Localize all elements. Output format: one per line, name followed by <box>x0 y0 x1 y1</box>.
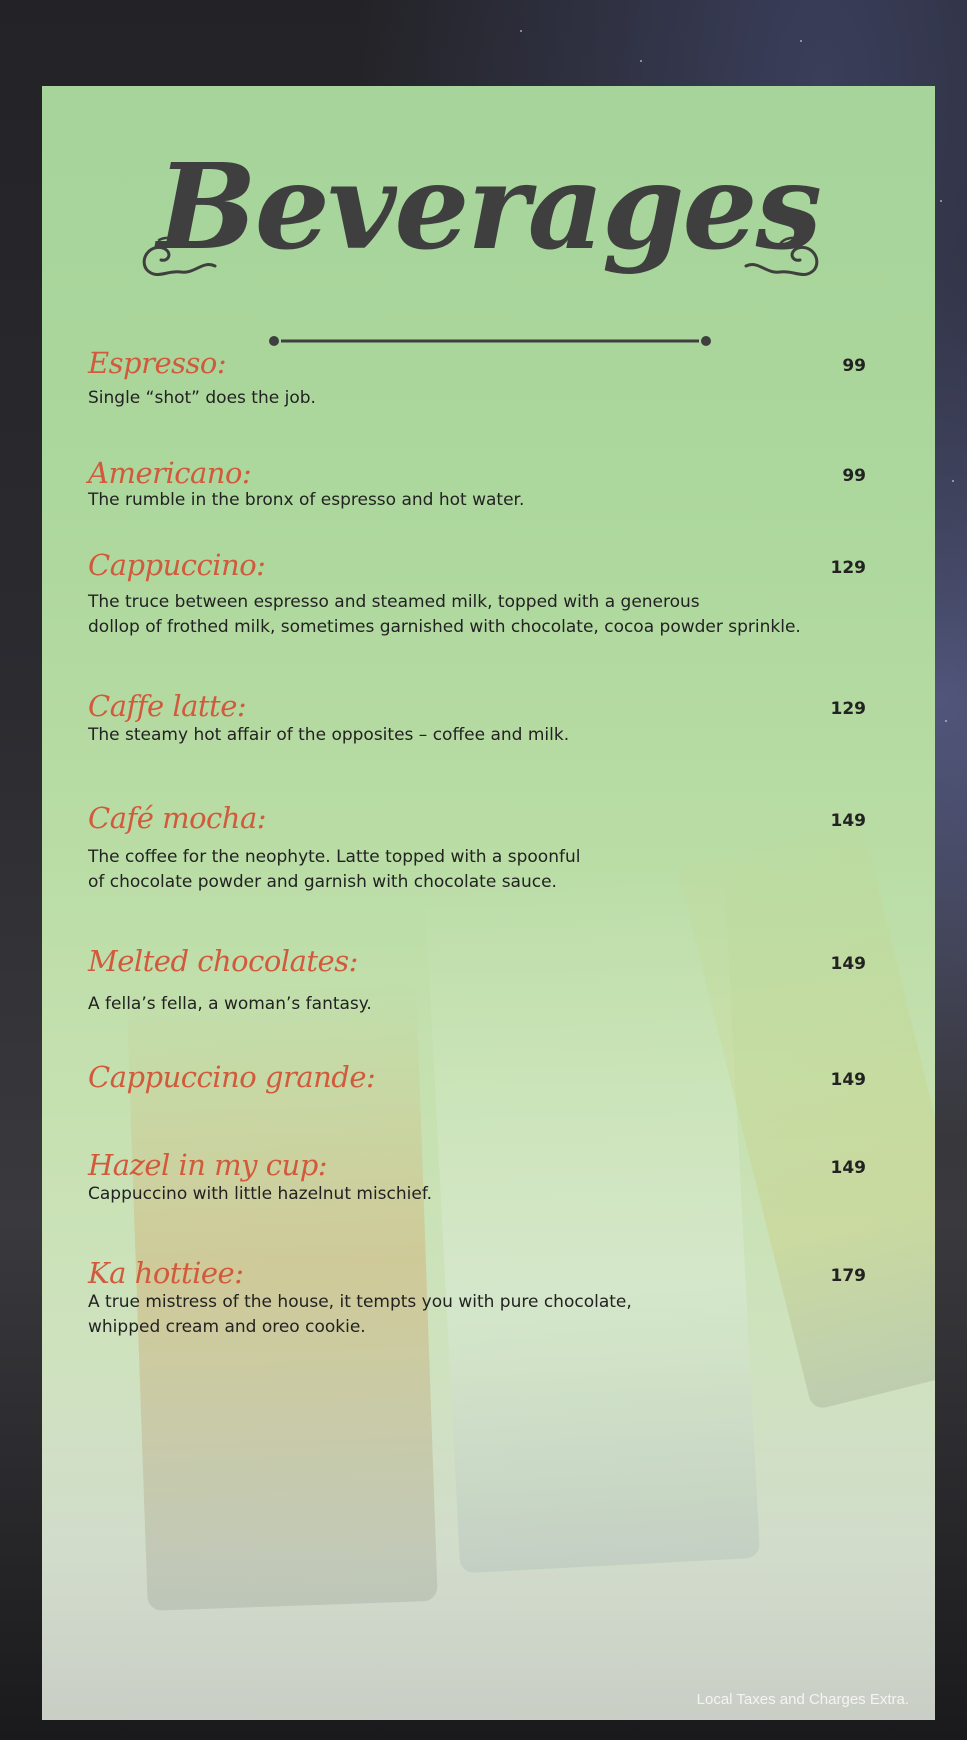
item-name: Cappuccino grande: <box>88 1060 376 1094</box>
background-star <box>945 720 947 722</box>
item-description: The rumble in the bronx of espresso and hot water. <box>88 490 525 510</box>
item-description: The steamy hot affair of the opposites – coffee and milk. <box>88 725 570 745</box>
taxes-footer-note: Local Taxes and Charges Extra. <box>696 1691 909 1708</box>
item-price: 99 <box>842 466 866 486</box>
item-price: 149 <box>830 811 866 831</box>
menu-item-espresso <box>88 344 908 411</box>
item-name: Espresso: <box>88 346 227 380</box>
item-name: Americano: <box>88 456 252 490</box>
item-price: 149 <box>830 1070 866 1090</box>
item-description: A true mistress of the house, it tempts you with pure chocolate, whipped cream and oreo cookie. <box>88 1292 632 1337</box>
menu-item-melted-chocolates <box>88 942 908 1017</box>
left-flourish-icon <box>137 230 217 282</box>
item-name: Hazel in my cup: <box>88 1148 328 1182</box>
menu-item-caffe-latte <box>88 687 908 748</box>
item-price: 129 <box>830 699 866 719</box>
menu-item-cappuccino <box>88 546 908 640</box>
item-description: A fella’s fella, a woman’s fantasy. <box>88 994 372 1014</box>
background-star <box>940 200 942 202</box>
item-name: Café mocha: <box>88 801 267 835</box>
menu-item-cafe-mocha <box>88 799 908 895</box>
item-price: 149 <box>830 1158 866 1178</box>
item-price: 99 <box>842 356 866 376</box>
menu-panel <box>42 86 935 1720</box>
item-price: 129 <box>830 558 866 578</box>
background-star <box>800 40 802 42</box>
item-description: Cappuccino with little hazelnut mischief. <box>88 1184 432 1204</box>
menu-item-ka-hottiee <box>88 1254 908 1340</box>
item-description: Single “shot” does the job. <box>88 388 316 408</box>
menu-item-cappuccino-grande <box>88 1058 908 1096</box>
item-price: 179 <box>830 1266 866 1286</box>
background-star <box>952 480 954 482</box>
item-price: 149 <box>830 954 866 974</box>
menu-header <box>42 122 935 362</box>
background-star <box>520 30 522 32</box>
background-star <box>640 60 642 62</box>
item-name: Caffe latte: <box>88 689 247 723</box>
item-name: Cappuccino: <box>88 548 266 582</box>
item-description: The truce between espresso and steamed milk, topped with a generous dollop of frothed milk, sometimes garnished with chocolate, cocoa powder sprinkle. <box>88 592 801 637</box>
menu-item-hazel-in-my-cup <box>88 1146 908 1207</box>
menu-item-americano <box>88 454 908 513</box>
item-name: Melted chocolates: <box>88 944 358 978</box>
item-description: The coffee for the neophyte. Latte topped with a spoonful of chocolate powder and garnish with chocolate sauce. <box>88 847 581 892</box>
item-name: Ka hottiee: <box>88 1256 244 1290</box>
right-flourish-icon <box>744 230 824 282</box>
menu-title: Beverages <box>156 137 821 276</box>
